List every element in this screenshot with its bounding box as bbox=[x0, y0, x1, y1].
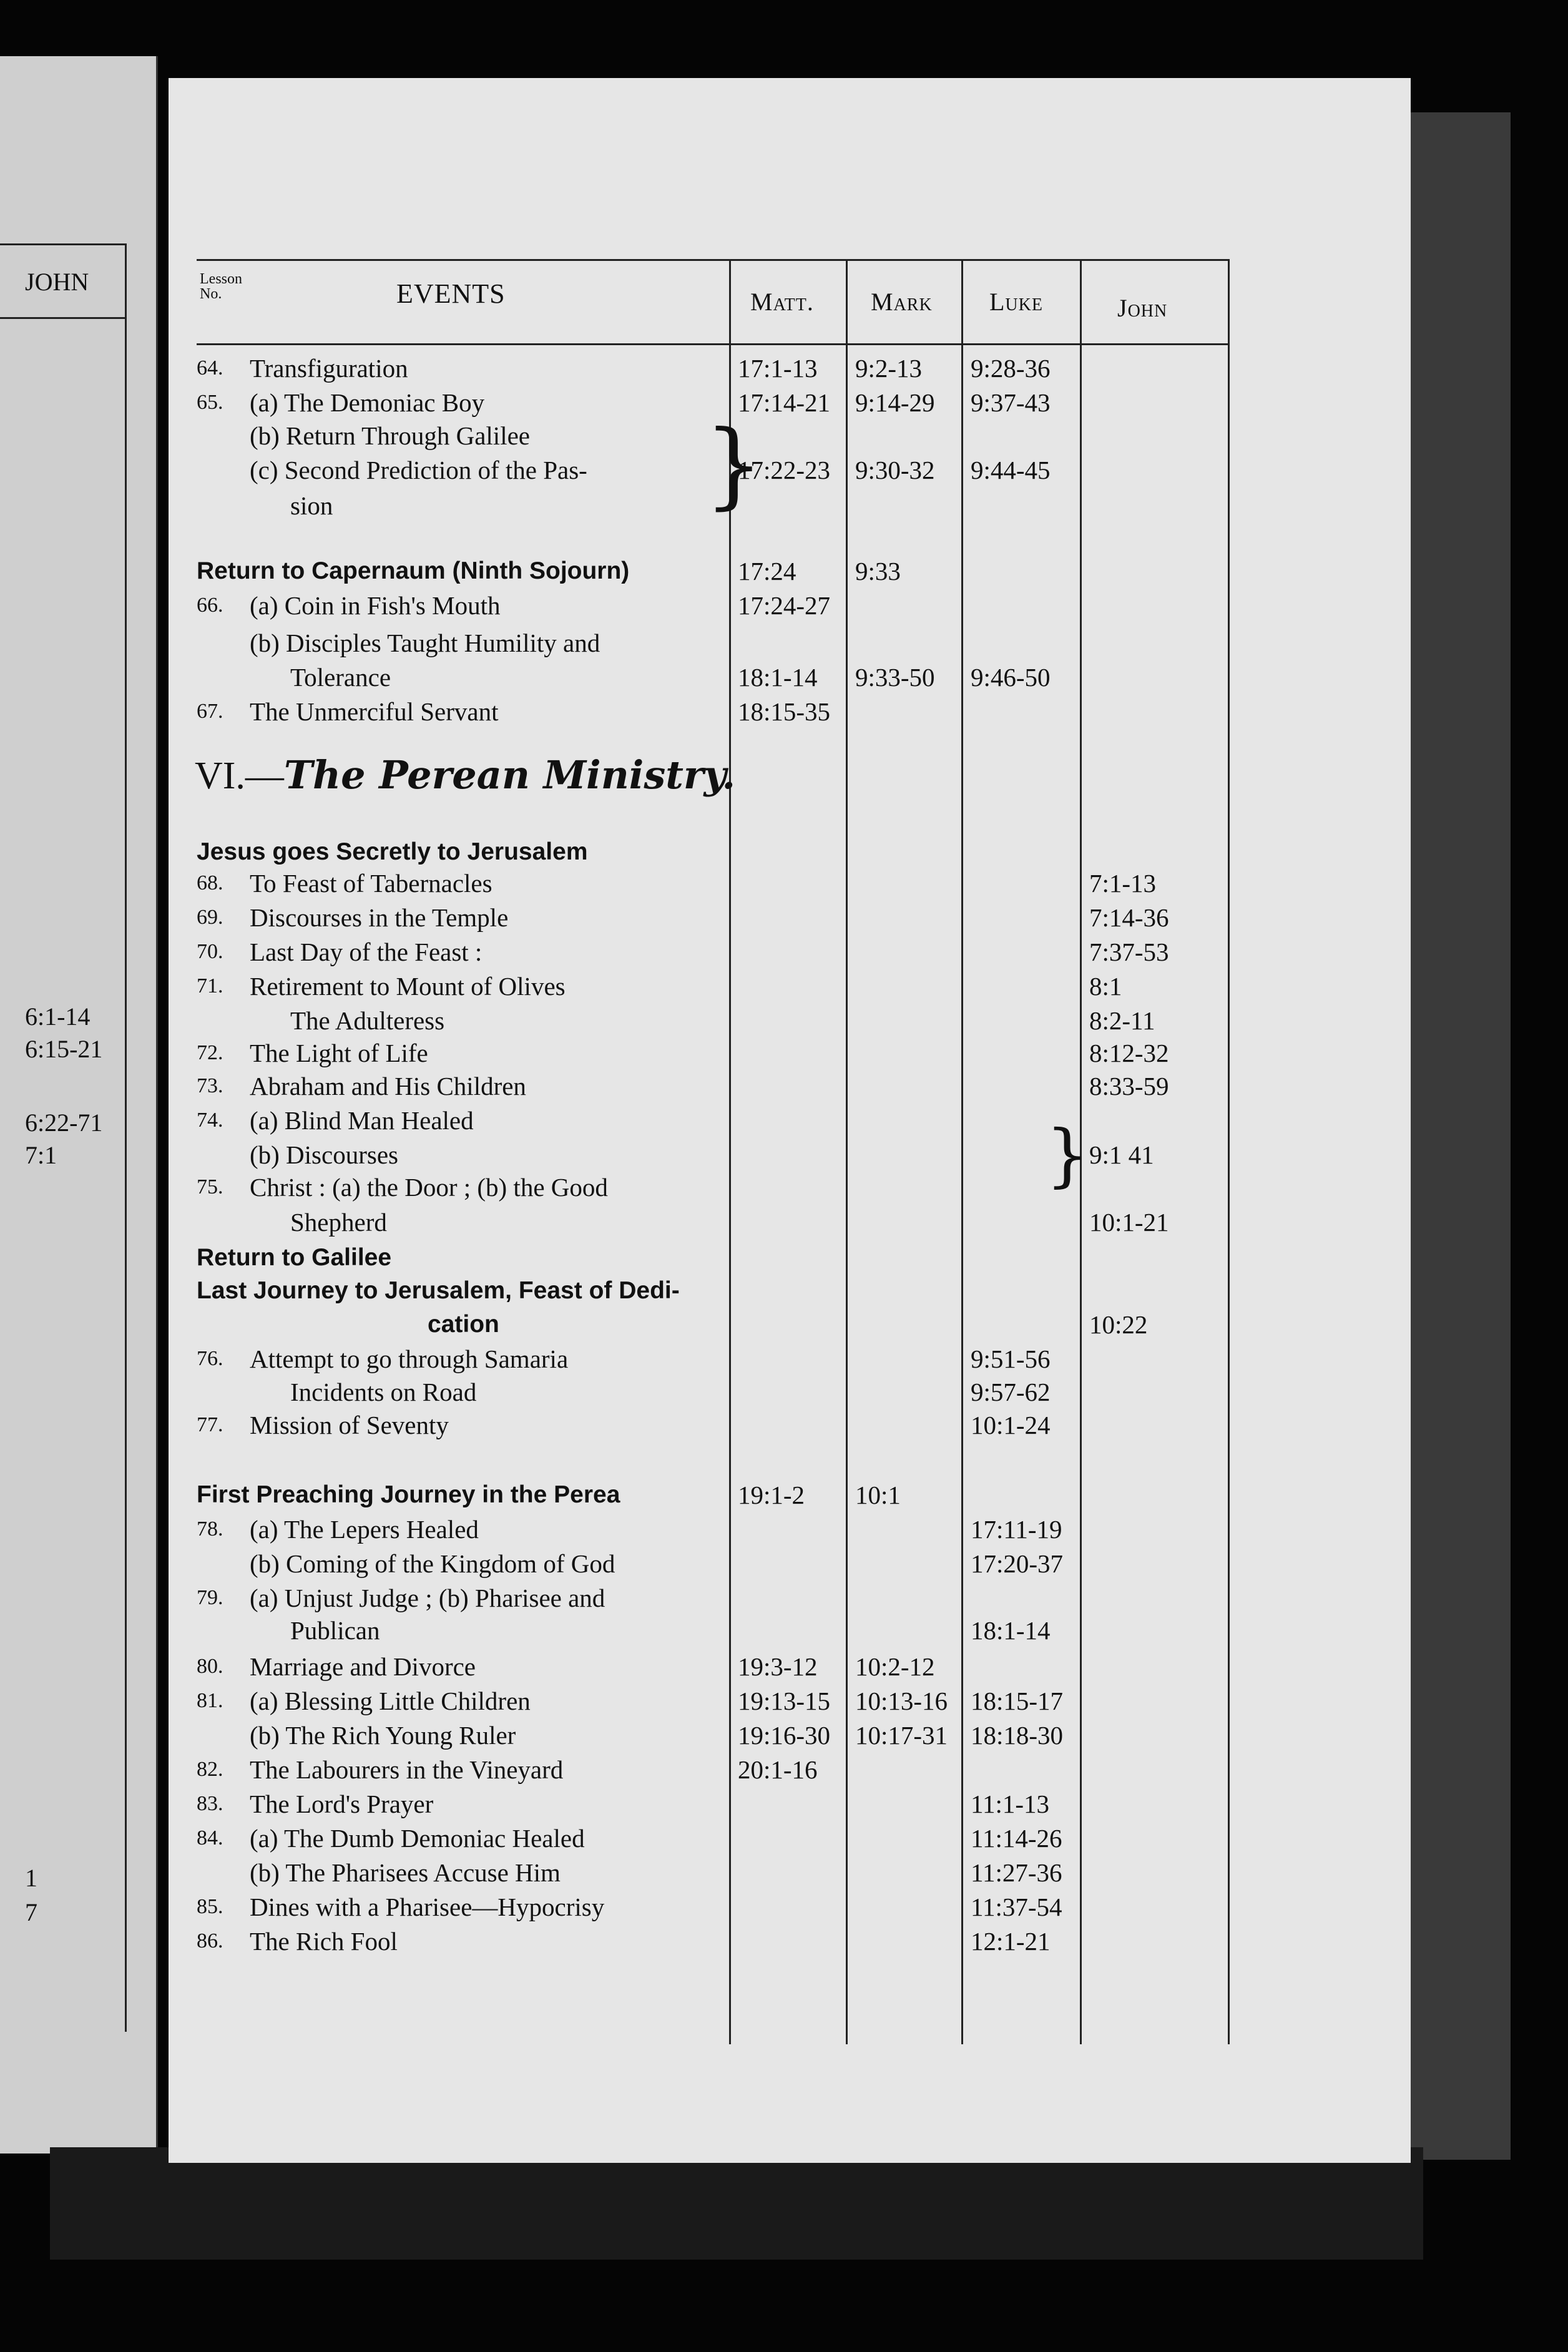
event-title: The Rich Fool bbox=[250, 1927, 398, 1956]
event-title: The Adulteress bbox=[290, 1006, 445, 1035]
mark-reference: 10:17-31 bbox=[855, 1721, 948, 1750]
event-title: (a) Coin in Fish's Mouth bbox=[250, 591, 501, 620]
mark-header: Mark bbox=[871, 288, 933, 316]
event-title: Discourses in the Temple bbox=[250, 903, 509, 932]
luke-reference: 12:1-21 bbox=[971, 1927, 1051, 1956]
col-divider-mark-luke bbox=[961, 259, 963, 2044]
page-edge-shadow bbox=[1404, 112, 1511, 2160]
luke-reference: 18:18-30 bbox=[971, 1721, 1064, 1750]
col-divider-events-matt bbox=[729, 259, 731, 2044]
john-reference: 7:37-53 bbox=[1089, 938, 1169, 966]
event-heading: Jesus goes Secretly to Jerusalem bbox=[197, 838, 588, 865]
lesson-number: 66. bbox=[197, 594, 223, 617]
matt-reference: 17:22-23 bbox=[738, 456, 831, 484]
event-title: Attempt to go through Samaria bbox=[250, 1345, 569, 1373]
luke-reference: 9:57-62 bbox=[971, 1378, 1051, 1406]
luke-reference: 11:1-13 bbox=[971, 1790, 1050, 1818]
event-title: (b) Disciples Taught Humility and bbox=[250, 629, 600, 657]
left-page-ref: 6:1-14 bbox=[25, 1002, 91, 1031]
event-title: The Unmerciful Servant bbox=[250, 697, 499, 726]
john-header: John bbox=[1117, 294, 1168, 322]
john-reference: 7:1-13 bbox=[1089, 869, 1157, 898]
matt-reference: 17:14-21 bbox=[738, 388, 831, 417]
section-title bbox=[195, 752, 735, 798]
event-title: (a) Blessing Little Children bbox=[250, 1687, 531, 1715]
col-divider-matt-mark bbox=[846, 259, 848, 2044]
luke-reference: 9:37-43 bbox=[971, 388, 1051, 417]
luke-reference: 18:15-17 bbox=[971, 1687, 1064, 1715]
luke-reference: 9:44-45 bbox=[971, 456, 1051, 484]
mark-reference: 10:2-12 bbox=[855, 1652, 935, 1681]
mark-reference: 9:14-29 bbox=[855, 388, 935, 417]
event-title: Shepherd bbox=[290, 1208, 387, 1237]
section-numeral: VI.— bbox=[195, 755, 284, 797]
luke-reference: 18:1-14 bbox=[971, 1616, 1051, 1645]
luke-header: Luke bbox=[989, 288, 1043, 316]
john-reference: 8:2-11 bbox=[1089, 1006, 1155, 1035]
event-title: Christ : (a) the Door ; (b) the Good bbox=[250, 1173, 608, 1202]
matt-reference: 20:1-16 bbox=[738, 1755, 818, 1784]
event-title: (b) Return Through Galilee bbox=[250, 421, 530, 450]
event-title: (b) Discourses bbox=[250, 1140, 398, 1169]
event-heading: Return to Capernaum (Ninth Sojourn) bbox=[197, 557, 630, 584]
brace-65: } bbox=[704, 411, 764, 519]
john-reference: 8:1 bbox=[1089, 972, 1122, 1001]
mark-reference: 9:30-32 bbox=[855, 456, 935, 484]
book-bottom-edge bbox=[50, 2147, 1423, 2260]
event-title: The Labourers in the Vineyard bbox=[250, 1755, 564, 1784]
event-heading: Last Journey to Jerusalem, Feast of Dedi- bbox=[197, 1277, 680, 1304]
john-reference: 10:22 bbox=[1089, 1310, 1148, 1339]
left-page-ref: 7:1 bbox=[25, 1141, 57, 1169]
lesson-number: 78. bbox=[197, 1517, 223, 1541]
matt-reference: 17:24-27 bbox=[738, 591, 831, 620]
mark-reference: 10:1 bbox=[855, 1481, 901, 1509]
left-page-john-header: JOHN bbox=[25, 268, 89, 296]
event-title: The Lord's Prayer bbox=[250, 1790, 434, 1818]
left-page bbox=[0, 56, 158, 2154]
matt-reference: 19:3-12 bbox=[738, 1652, 818, 1681]
matt-reference: 19:1-2 bbox=[738, 1481, 805, 1509]
lesson-number: 65. bbox=[197, 391, 223, 414]
luke-reference: 10:1-24 bbox=[971, 1411, 1051, 1439]
lesson-number: 81. bbox=[197, 1689, 223, 1712]
lesson-number: 71. bbox=[197, 974, 223, 997]
event-title: Dines with a Pharisee—Hypocrisy bbox=[250, 1893, 605, 1921]
lesson-number: 75. bbox=[197, 1175, 223, 1198]
table-top-rule bbox=[197, 259, 1230, 261]
luke-reference: 9:46-50 bbox=[971, 663, 1051, 692]
event-heading: cation bbox=[428, 1311, 499, 1338]
lesson-number: 85. bbox=[197, 1895, 223, 1918]
lesson-number: 84. bbox=[197, 1826, 223, 1850]
lesson-number: 64. bbox=[197, 356, 223, 380]
event-title: (a) The Dumb Demoniac Healed bbox=[250, 1824, 585, 1853]
event-heading: Return to Galilee bbox=[197, 1244, 392, 1271]
event-title: (a) The Lepers Healed bbox=[250, 1515, 479, 1544]
luke-reference: 17:11-19 bbox=[971, 1515, 1062, 1544]
left-page-ref: 6:15-21 bbox=[25, 1035, 103, 1063]
lesson-number: 68. bbox=[197, 871, 223, 894]
lesson-number: 70. bbox=[197, 940, 223, 963]
mark-reference: 9:33 bbox=[855, 557, 901, 586]
matt-reference: 18:1-14 bbox=[738, 663, 818, 692]
left-page-header bbox=[0, 243, 127, 319]
event-title: (a) Unjust Judge ; (b) Pharisee and bbox=[250, 1584, 605, 1612]
left-page-ref: 7 bbox=[25, 1898, 37, 1926]
john-reference: 8:12-32 bbox=[1089, 1039, 1169, 1067]
matt-header: Matt. bbox=[750, 288, 814, 316]
luke-reference: 9:51-56 bbox=[971, 1345, 1051, 1373]
lesson-number: 86. bbox=[197, 1929, 223, 1953]
lesson-number: 67. bbox=[197, 700, 223, 723]
event-title: Abraham and His Children bbox=[250, 1072, 526, 1100]
section-blackletter-title: The Perean Ministry. bbox=[283, 752, 736, 798]
lesson-number: 76. bbox=[197, 1347, 223, 1370]
event-title: Incidents on Road bbox=[290, 1378, 477, 1406]
luke-reference: 11:27-36 bbox=[971, 1858, 1062, 1887]
lesson-number: 74. bbox=[197, 1109, 223, 1132]
matt-reference: 19:16-30 bbox=[738, 1721, 831, 1750]
matt-reference: 19:13-15 bbox=[738, 1687, 831, 1715]
event-title: (c) Second Prediction of the Pas- bbox=[250, 456, 587, 484]
left-page-john-column bbox=[0, 315, 127, 2032]
event-title: (a) Blind Man Healed bbox=[250, 1106, 474, 1135]
events-header: EVENTS bbox=[396, 278, 506, 309]
table-header-rule bbox=[197, 343, 1230, 345]
mark-reference: 10:13-16 bbox=[855, 1687, 948, 1715]
lesson-number: 82. bbox=[197, 1758, 223, 1781]
event-title: Transfiguration bbox=[250, 354, 408, 383]
lesson-number: 77. bbox=[197, 1413, 223, 1436]
luke-reference: 9:28-36 bbox=[971, 354, 1051, 383]
left-page-ref: 1 bbox=[25, 1864, 37, 1892]
lesson-no-header: Lesson No. bbox=[200, 271, 242, 302]
luke-reference: 11:14-26 bbox=[971, 1824, 1062, 1853]
john-reference: 8:33-59 bbox=[1089, 1072, 1169, 1100]
lesson-number: 83. bbox=[197, 1792, 223, 1815]
event-title: Publican bbox=[290, 1616, 380, 1645]
event-title: Marriage and Divorce bbox=[250, 1652, 476, 1681]
table-right-rule bbox=[1228, 259, 1230, 2044]
event-title: (a) The Demoniac Boy bbox=[250, 388, 485, 417]
event-heading: First Preaching Journey in the Perea bbox=[197, 1481, 620, 1508]
john-reference: 7:14-36 bbox=[1089, 903, 1169, 932]
event-title: (b) The Rich Young Ruler bbox=[250, 1721, 516, 1750]
john-reference: 9:1 41 bbox=[1089, 1140, 1154, 1169]
lesson-number: 69. bbox=[197, 906, 223, 929]
event-title: To Feast of Tabernacles bbox=[250, 869, 492, 898]
event-title: Last Day of the Feast : bbox=[250, 938, 483, 966]
event-title: The Light of Life bbox=[250, 1039, 428, 1067]
lesson-number: 73. bbox=[197, 1074, 223, 1097]
brace-74: } bbox=[1046, 1115, 1089, 1195]
lesson-number: 79. bbox=[197, 1586, 223, 1609]
event-title: Retirement to Mount of Olives bbox=[250, 972, 566, 1001]
right-page bbox=[169, 78, 1411, 2163]
matt-reference: 17:1-13 bbox=[738, 354, 818, 383]
lesson-number: 80. bbox=[197, 1655, 223, 1678]
event-title: Mission of Seventy bbox=[250, 1411, 449, 1439]
event-title: (b) Coming of the Kingdom of God bbox=[250, 1549, 615, 1578]
event-title: (b) The Pharisees Accuse Him bbox=[250, 1858, 561, 1887]
luke-reference: 17:20-37 bbox=[971, 1549, 1064, 1578]
luke-reference: 11:37-54 bbox=[971, 1893, 1062, 1921]
mark-reference: 9:2-13 bbox=[855, 354, 923, 383]
left-page-ref: 6:22-71 bbox=[25, 1109, 103, 1137]
lesson-number: 72. bbox=[197, 1041, 223, 1064]
john-reference: 10:1-21 bbox=[1089, 1208, 1169, 1237]
event-title: Tolerance bbox=[290, 663, 391, 692]
mark-reference: 9:33-50 bbox=[855, 663, 935, 692]
matt-reference: 17:24 bbox=[738, 557, 796, 586]
matt-reference: 18:15-35 bbox=[738, 697, 831, 726]
event-title: sion bbox=[290, 491, 333, 520]
